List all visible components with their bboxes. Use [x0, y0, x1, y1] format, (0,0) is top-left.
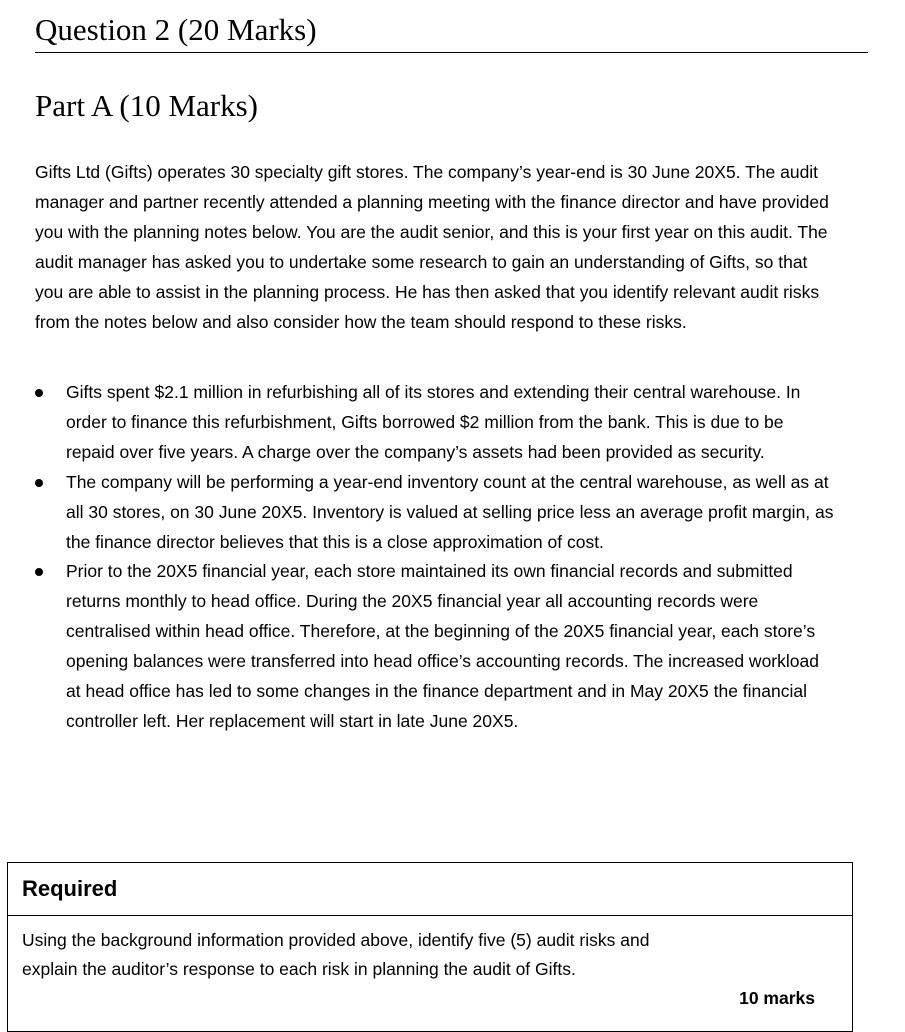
- bullet-icon: [35, 568, 43, 576]
- list-item-text: Prior to the 20X5 financial year, each store maintained its own financial records and submitted returns monthly to head office. During the 20X5 financial year all accounting records were centralised within head office. Therefore, at the beginning of the 20X5 financial year, each store’s opening balances were transferred into head office’s accounting records. The increased workload at head office has led to some changes in the finance department and in May 20X5 the financial controller left. Her replacement will start in late June 20X5.: [66, 561, 819, 731]
- required-text: Using the background information provided above, identify five (5) audit risks and explain the auditor’s response to each risk in planning the audit of Gifts.: [22, 930, 650, 980]
- question-title: Question 2 (20 Marks): [35, 10, 868, 53]
- list-item: [35, 557, 835, 736]
- part-title: Part A (10 Marks): [35, 88, 259, 123]
- required-heading: Required: [8, 863, 852, 916]
- marks-label: 10 marks: [739, 988, 815, 1008]
- intro-paragraph: Gifts Ltd (Gifts) operates 30 specialty gift stores. The company’s year-end is 30 June 20X5. The audit manager and partner recently attended a planning meeting with the finance director and have provided you with the planning notes below. You are the audit senior, and this is your first year on this audit. The audit manager has asked you to undertake some research to gain an understanding of Gifts, so that you are able to assist in the planning process. He has then asked that you identify relevant audit risks from the notes below and also consider how the team should respond to these risks.: [35, 162, 829, 332]
- list-item-text: The company will be performing a year-end inventory count at the central warehouse, as well as at all 30 stores, on 30 June 20X5. Inventory is valued at selling price less an average profit margin, as the finance director believes that this is a close approximation of cost.: [66, 471, 834, 552]
- bullet-icon: [35, 479, 43, 487]
- list-item: [35, 378, 835, 468]
- planning-notes-list: [35, 378, 835, 737]
- required-box: [7, 862, 853, 1032]
- list-item: [35, 468, 835, 558]
- bullet-icon: [35, 389, 43, 397]
- list-item-text: Gifts spent $2.1 million in refurbishing all of its stores and extending their central warehouse. In order to finance this refurbishment, Gifts borrowed $2 million from the bank. This is due to be repaid over five years. A charge over the company’s assets had been provided as security.: [66, 382, 801, 462]
